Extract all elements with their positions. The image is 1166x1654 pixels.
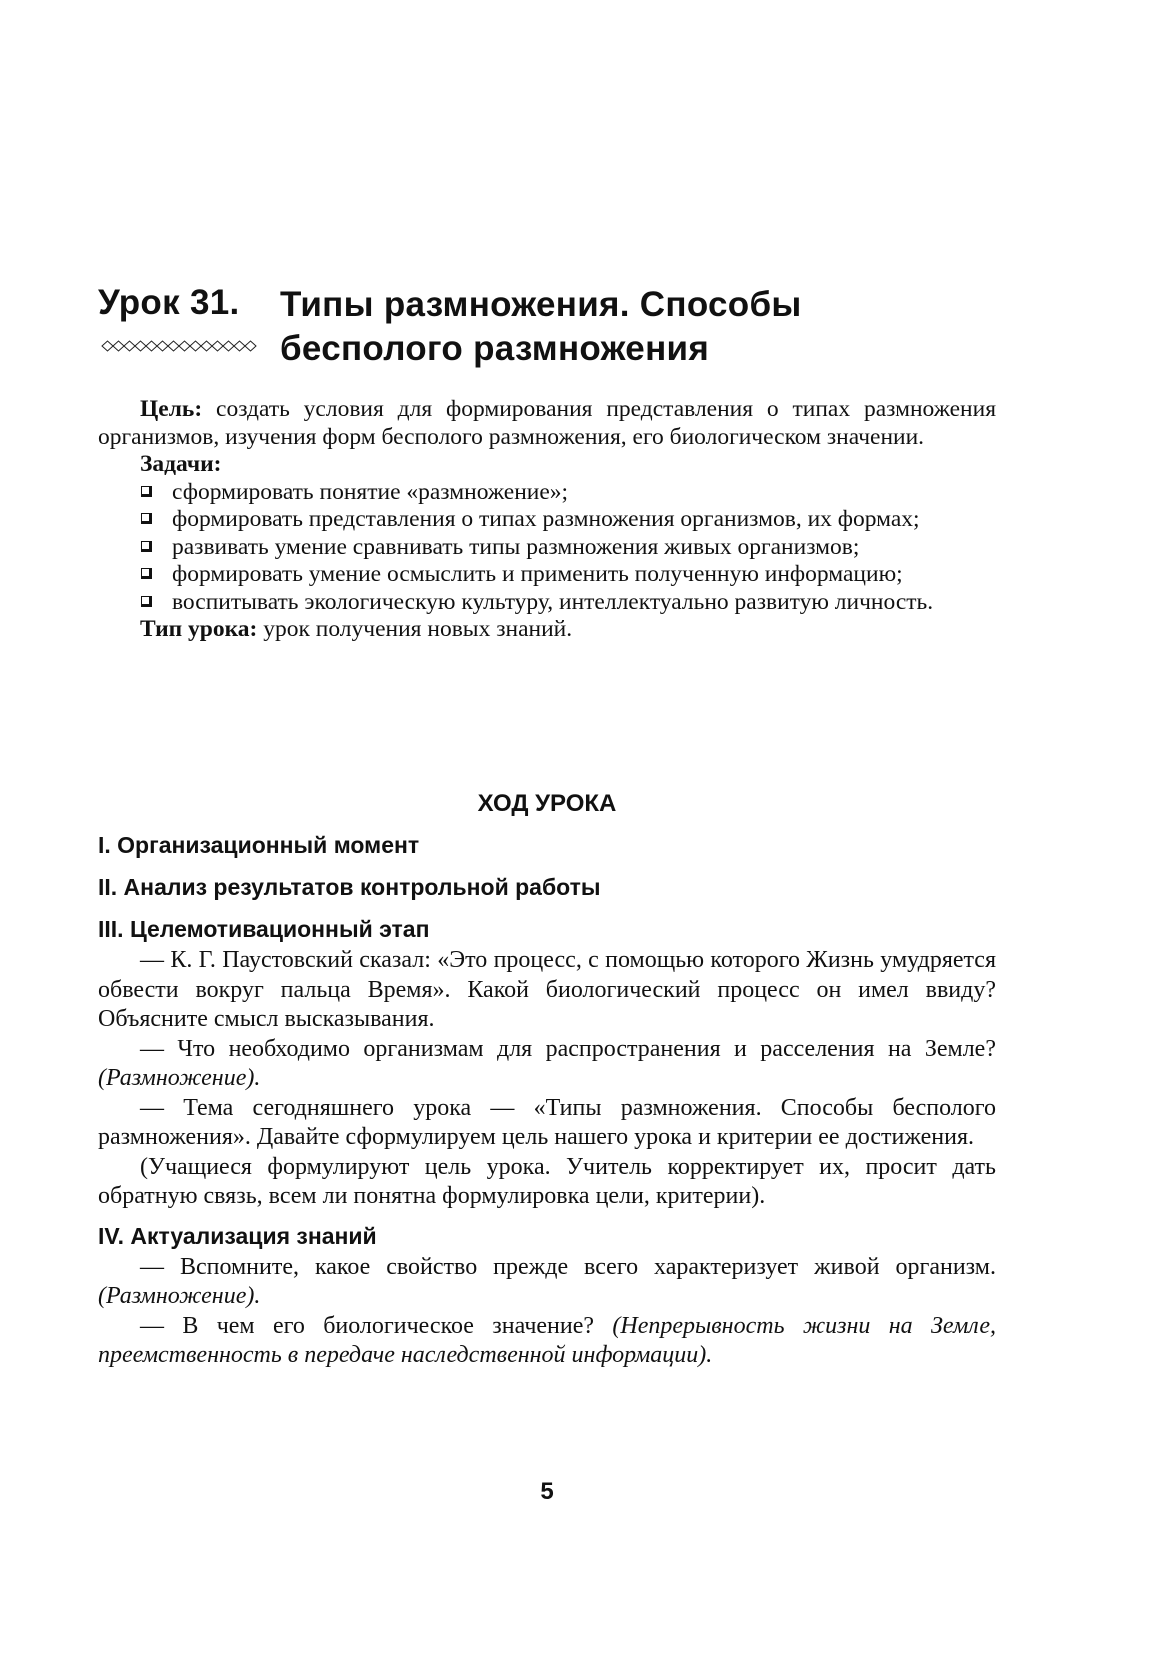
- lesson-title-block: [98, 283, 996, 383]
- task-item: [140, 534, 996, 562]
- task-item: [140, 561, 996, 589]
- diamond-ornament-icon: [101, 340, 257, 352]
- stage-paragraph: [98, 1253, 996, 1312]
- page-number: 5: [540, 1478, 554, 1505]
- tasks-label: Задачи:: [140, 451, 222, 477]
- stage-heading-3: III. Целемотивационный этап: [98, 916, 430, 942]
- task-item: [140, 479, 996, 507]
- paragraph-text: — Тема сегодняшнего урока — «Типы размножения. Способы бесполого размножения». Давайте сформулируем цель нашего урока и критерии ее достижения.: [98, 1094, 996, 1150]
- answer-text: (Размножение).: [98, 1283, 261, 1309]
- checkbox-bullet-icon: [141, 513, 152, 524]
- goal-text: создать условия для формирования представления о типах размножения организмов, изучения форм бесполого размножения, его биологическом значении.: [98, 396, 997, 450]
- lesson-stages: [98, 831, 996, 1371]
- lesson-type-paragraph: [98, 616, 996, 644]
- tasks-list: [98, 479, 996, 617]
- checkbox-bullet-icon: [141, 541, 152, 552]
- stage-heading-1: I. Организационный момент: [98, 832, 420, 858]
- task-text: воспитывать экологическую культуру, интеллектуально развитую личность.: [172, 588, 934, 615]
- lesson-number: Урок 31.: [98, 283, 240, 322]
- stage-heading-4: IV. Актуализация знаний: [98, 1222, 377, 1249]
- paragraph-text: — Вспомните, какое свойство прежде всего характеризует живой организм.: [140, 1253, 996, 1280]
- task-text: развивать умение сравнивать типы размножения живых организмов;: [172, 533, 860, 560]
- stage-paragraph: [98, 1094, 996, 1153]
- lesson-title-line-2: бесполого размножения: [280, 329, 710, 368]
- checkbox-bullet-icon: [141, 568, 152, 579]
- paragraph-text: — К. Г. Паустовский сказал: «Это процесс, с помощью которого Жизнь умудряется обвести вокруг пальца Время». Какой биологический процесс он имел ввиду? Объясните смысл высказывания.: [98, 947, 996, 1032]
- checkbox-bullet-icon: [141, 486, 152, 497]
- stage-4-content: [98, 1253, 996, 1371]
- task-text: формировать умение осмыслить и применить полученную информацию;: [172, 561, 903, 587]
- paragraph-text: (Учащиеся формулируют цель урока. Учитель корректирует их, просит дать обратную связь, всем ли понятна формулировка цели, критерии).: [98, 1153, 996, 1209]
- lesson-title: [280, 283, 802, 371]
- lesson-title-line-1: Типы размножения. Способы: [280, 285, 802, 324]
- answer-text: (Размножение).: [98, 1065, 261, 1091]
- task-item: [140, 589, 996, 617]
- lesson-type-text: урок получения новых знаний.: [263, 616, 573, 642]
- goal-paragraph: [98, 396, 996, 451]
- stage-3-content: [98, 946, 996, 1212]
- task-text: формировать представления о типах размножения организмов, их формах;: [172, 506, 920, 532]
- checkbox-bullet-icon: [141, 596, 152, 607]
- stage-paragraph: [98, 946, 996, 1035]
- paragraph-text: — В чем его биологическое значение?: [140, 1312, 595, 1339]
- task-item: [140, 506, 996, 534]
- lesson-progress-heading: ХОД УРОКА: [477, 790, 617, 817]
- stage-paragraph: [98, 1153, 996, 1212]
- stage-paragraph: [98, 1312, 996, 1371]
- lesson-type-label: Тип урока:: [140, 616, 258, 642]
- lesson-objectives: [98, 396, 996, 644]
- tasks-label-line: [98, 451, 996, 479]
- task-text: сформировать понятие «размножение»;: [172, 478, 569, 505]
- stage-heading-2: II. Анализ результатов контрольной работы: [98, 874, 601, 900]
- answer-text: (Непрерывность жизни на Земле, преемственность в передаче наследственной информации).: [98, 1312, 996, 1368]
- paragraph-text: — Что необходимо организмам для распространения и расселения на Земле?: [140, 1035, 996, 1062]
- stage-paragraph: [98, 1035, 996, 1094]
- goal-label: Цель:: [140, 396, 203, 422]
